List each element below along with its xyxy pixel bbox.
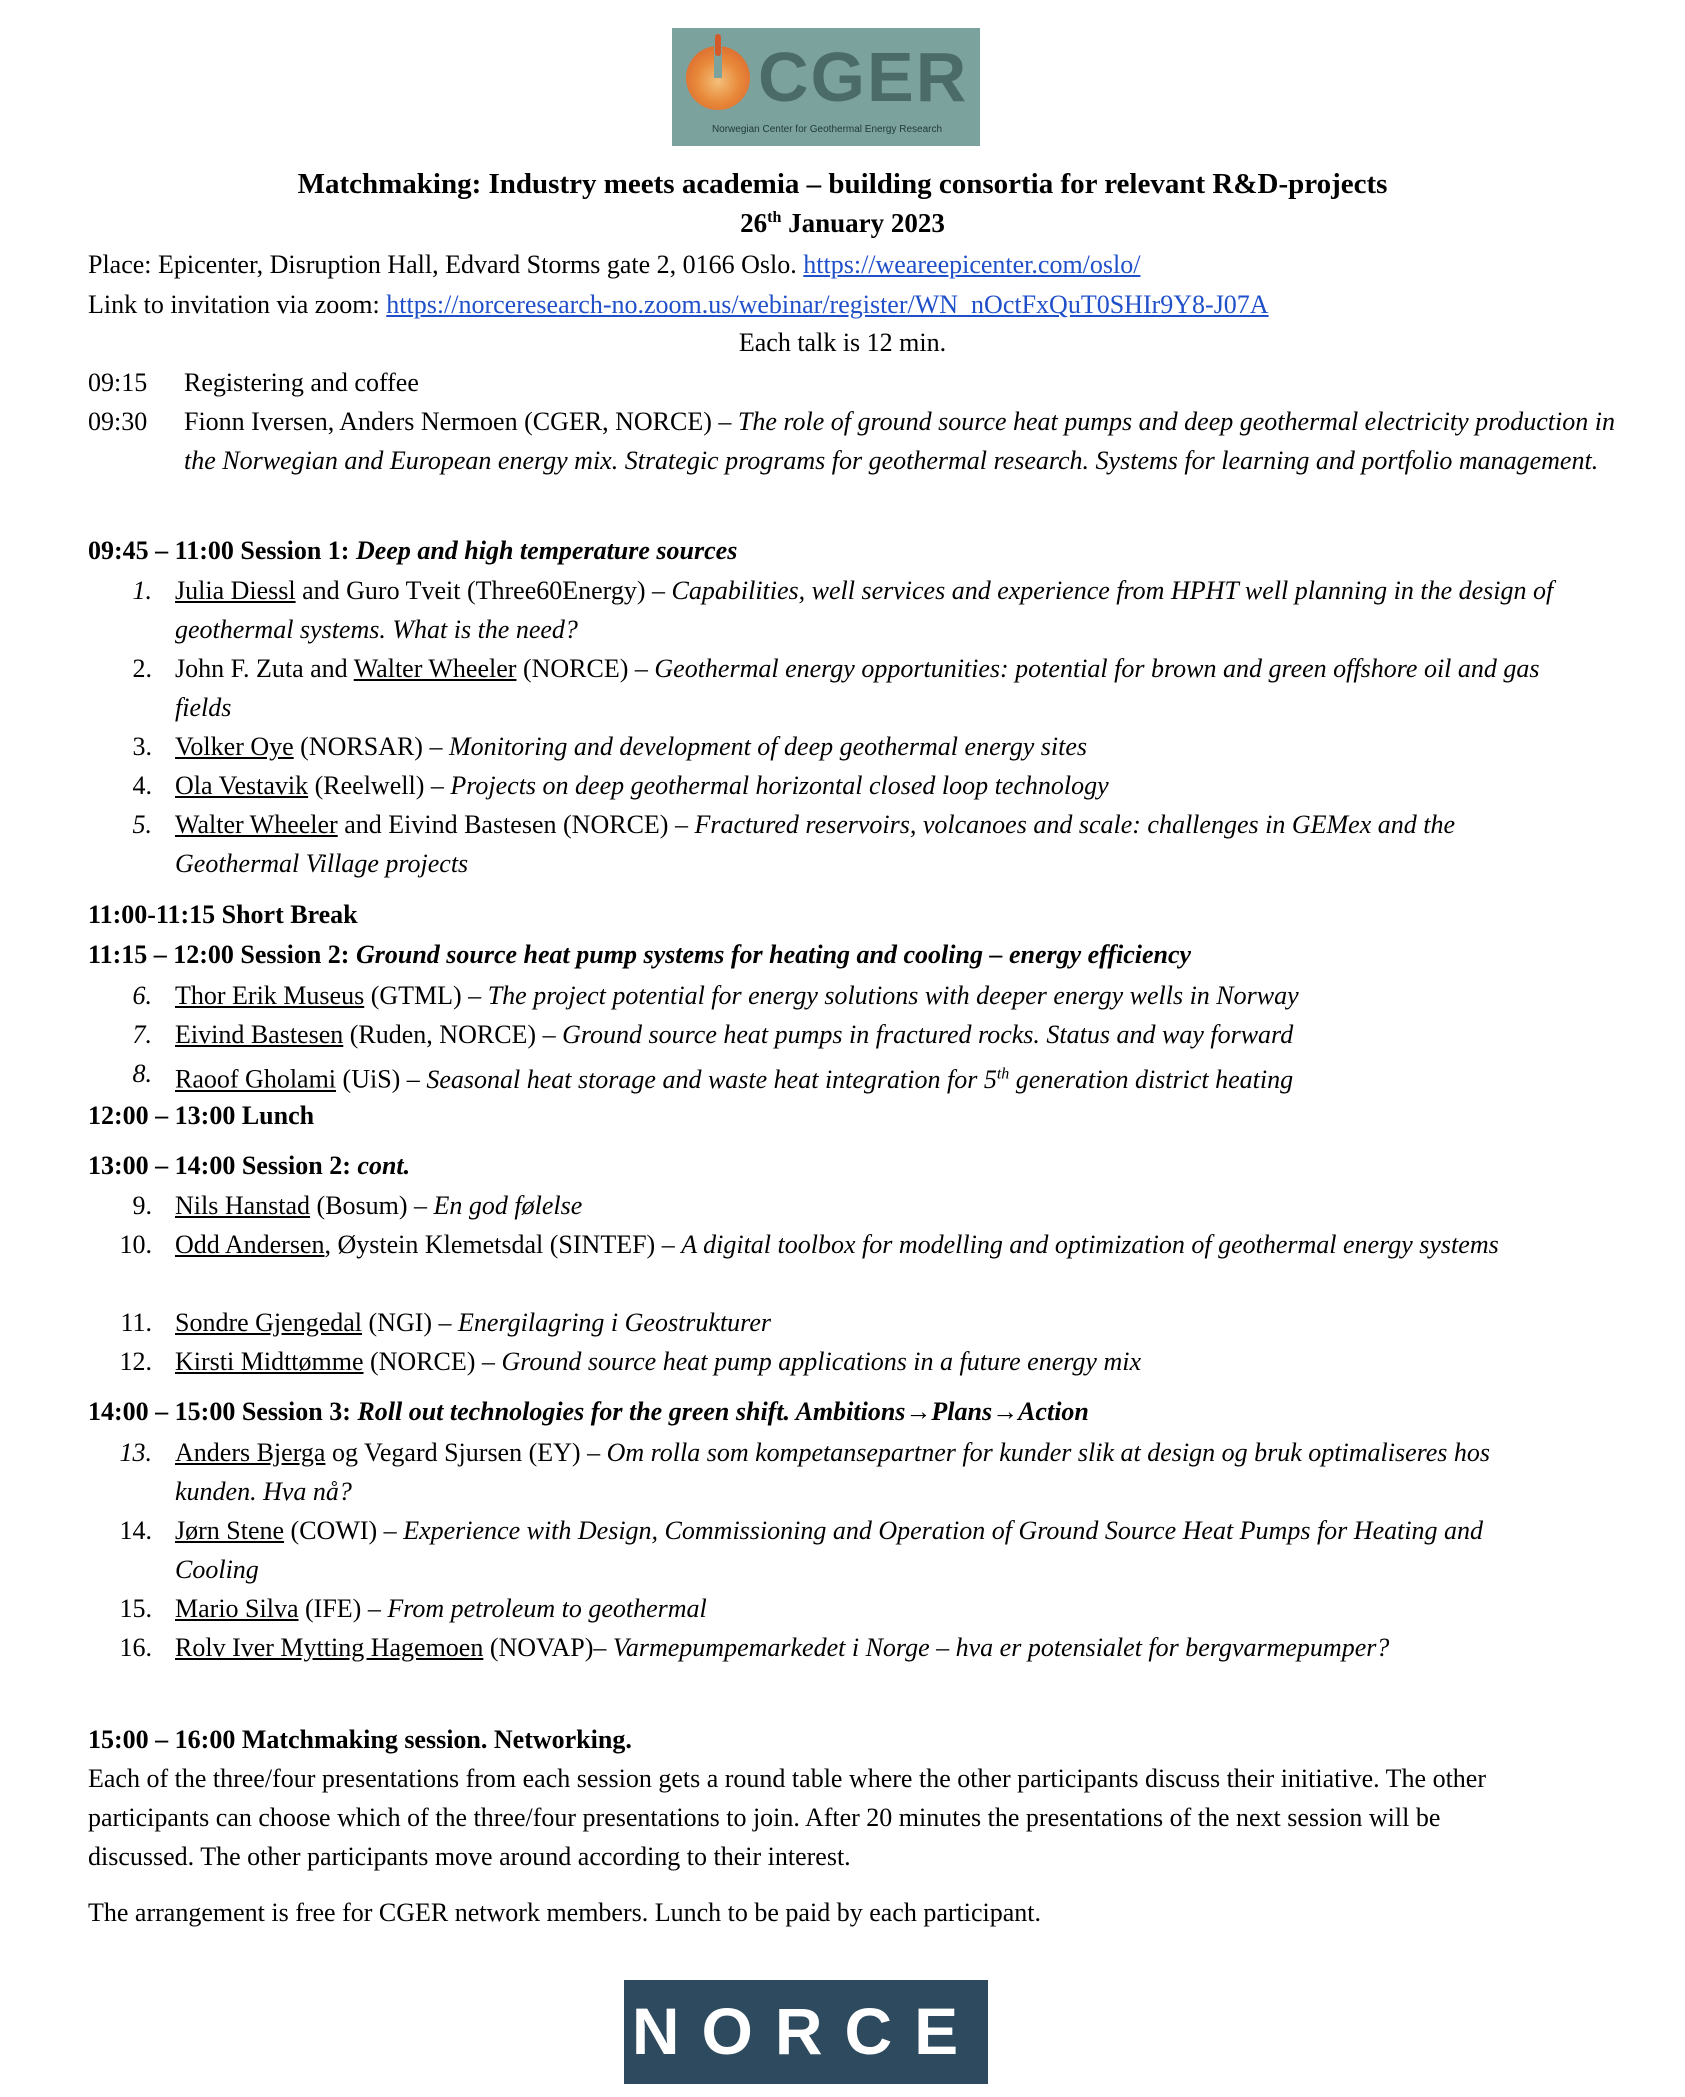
co-speaker: John F. Zuta and [175,654,354,683]
speaker-name: Volker Oye [175,732,294,761]
talk-topic: Om rolla som kompetansepartner for kunder slik at design og bruk optimaliseres hos kunden. Hva nå? [175,1438,1491,1506]
affiliation: (NGI) – [362,1308,459,1337]
session-title: Ground source heat pump systems for heating and cooling – energy efficiency [355,940,1192,969]
session-time: 13:00 – 14:00 Session 2: [88,1151,358,1180]
norce-logo [624,1980,988,2084]
talk-number: 16. [119,1633,152,1662]
talk-text [175,805,1555,883]
speaker-name: Walter Wheeler [175,810,338,839]
date-day: 26 [740,208,768,238]
session-3-heading [88,1397,1089,1427]
talk-number: 5. [132,810,152,839]
row-text [184,402,1624,480]
talk-text [175,976,1555,1015]
zoom-link[interactable]: https://norceresearch-no.zoom.us/webinar/register/WN_nOctFxQuT0SHIr9Y8-J07A [386,290,1269,319]
talk-topic: Fractured reservoirs, volcanoes and scale: challenges in GEMex and the Geothermal Village projects [175,810,1455,878]
speakers: Fionn Iversen, Anders Nermoen (CGER, NORCE) – [184,407,738,436]
row-time: 09:15 [88,368,148,397]
talk-number: 10. [119,1230,152,1259]
talk-topic: Experience with Design, Commissioning and Operation of Ground Source Heat Pumps for Heating and Cooling [175,1516,1484,1584]
talk-topic: Monitoring and development of deep geothermal energy sites [448,732,1088,761]
speaker-name: Anders Bjerga [175,1438,326,1467]
talk-topic: Energilagring i Geostrukturer [458,1308,771,1337]
talk-text [175,1303,1555,1342]
topic-superscript: th [996,1065,1010,1082]
topic-end: generation district heating [1009,1064,1294,1094]
talk-topic: From petroleum to geothermal [387,1594,707,1623]
session-time: 11:15 – 12:00 Session 2: [88,940,356,969]
affiliation: and Eivind Bastesen (NORCE) – [337,810,695,839]
talk-topic: The project potential for energy solutions with deeper energy wells in Norway [487,981,1299,1010]
talk-topic [426,1065,1293,1094]
talk-number: 13. [119,1438,152,1467]
session-2-heading [88,940,1191,970]
event-date [0,208,1685,239]
talk-text [175,1589,1555,1628]
talk-text [175,571,1555,649]
speaker-name: Thor Erik Museus [175,981,365,1010]
speaker-name: Odd Andersen [175,1230,325,1259]
speaker-name: Mario Silva [175,1594,299,1623]
pricing-note: The arrangement is free for CGER network members. Lunch to be paid by each participant. [88,1898,1041,1927]
talk-text [175,1054,1555,1099]
session-title: cont. [357,1151,411,1180]
place-text: Place: Epicenter, Disruption Hall, Edvard Storms gate 2, 0166 Oslo. [88,250,804,279]
talk-text [175,766,1555,805]
cger-logo-subtitle: Norwegian Center for Geothermal Energy Research [711,124,943,135]
affiliation: (NORCE) – [363,1347,502,1376]
talk-topic: Varmepumpemarkedet i Norge – hva er potensialet for bergvarmepumper? [612,1633,1390,1662]
norce-logo-text: NORCE [631,1994,981,2068]
short-break-heading: 11:00-11:15 Short Break [88,900,358,929]
cger-logo [672,28,980,146]
talk-text [175,1511,1555,1589]
talk-text [175,1186,1555,1225]
affiliation: (COWI) – [284,1516,404,1545]
talk-text [175,1628,1555,1667]
event-title: Matchmaking: Industry meets academia – building consortia for relevant R&D-projects [297,168,1388,200]
talk-number: 12. [119,1347,152,1376]
session-time: 09:45 – 11:00 Session 1: [88,536,356,565]
talk-topic: Ground source heat pumps in fractured rocks. Status and way forward [562,1020,1294,1049]
affiliation: (Ruden, NORCE) – [343,1020,563,1049]
talk-topic: Capabilities, well services and experience from HPHT well planning in the design of geothermal systems. What is the need? [175,576,1554,644]
speaker-name: Walter Wheeler [353,654,517,683]
affiliation: (GTML) – [364,981,488,1010]
talk-number: 8. [132,1059,152,1088]
speaker-name: Kirsti Midttømme [175,1347,364,1376]
speaker-name: Julia Diessl [175,576,296,605]
lunch-heading: 12:00 – 13:00 Lunch [88,1101,315,1130]
talk-topic: Ground source heat pump applications in a future energy mix [501,1347,1141,1376]
affiliation: og Vegard Sjursen (EY) – [325,1438,607,1467]
session-title: Deep and high temperature sources [355,536,738,565]
talk-number: 3. [132,732,152,761]
speaker-name: Jørn Stene [175,1516,285,1545]
affiliation: (Bosum) – [310,1191,434,1220]
session-time: 14:00 – 15:00 Session 3: [88,1397,358,1426]
affiliation: (UiS) – [336,1064,427,1094]
row-text: Registering and coffee [184,368,419,397]
talk-number: 2. [132,654,152,683]
talk-number: 14. [119,1516,152,1545]
date-suffix: th [767,209,782,226]
affiliation: (Reelwell) – [308,771,451,800]
talk-number: 7. [132,1020,152,1049]
talk-text [175,1015,1555,1054]
talk-text [175,727,1555,766]
affiliation: (NORSAR) – [293,732,449,761]
networking-description: Each of the three/four presentations from each session gets a round table where the other participants discuss their initiative. The other participants can choose which of the three/four presentations to join. After 20 minutes the presentations of the next session will be discussed. The other participants move around according to their interest. [88,1764,1487,1871]
affiliation: (IFE) – [298,1594,388,1623]
talk-number: 4. [132,771,152,800]
cger-logo-stem [715,34,721,56]
talk-length-note: Each talk is 12 min. [738,328,947,357]
talk-text [175,649,1555,727]
talk-text [175,1225,1555,1264]
row-time: 09:30 [88,407,148,436]
session-2-cont-heading [88,1151,410,1181]
talk-number: 11. [120,1308,152,1337]
speaker-name: Rolv Iver Mytting Hagemoen [175,1633,484,1662]
speaker-name: Sondre Gjengedal [175,1308,363,1337]
talk-topic: Geothermal energy opportunities: potential for brown and green offshore oil and gas fields [175,654,1540,722]
affiliation: , Øystein Klemetsdal (SINTEF) – [324,1230,682,1259]
speaker-name: Raoof Gholami [175,1064,337,1094]
place-line [88,250,1140,280]
talk-topic: En god følelse [433,1191,583,1220]
speaker-name: Eivind Bastesen [175,1020,344,1049]
epicenter-link[interactable]: https://weareepicenter.com/oslo/ [803,250,1141,279]
affiliation: and Guro Tveit (Three60Energy) – [295,576,672,605]
zoom-text: Link to invitation via zoom: [88,290,387,319]
talk-number: 6. [132,981,152,1010]
talk-topic: The role of ground source heat pumps and deep geothermal electricity production in the Norwegian and European energy mix. Strategic programs for geothermal research. Systems for learning and portfolio management. [184,407,1615,475]
talk-number: 1. [132,576,152,605]
session-1-heading [88,536,737,566]
talk-number: 15. [119,1594,152,1623]
talk-topic: A digital toolbox for modelling and optimization of geothermal energy systems [681,1230,1499,1259]
matchmaking-heading: 15:00 – 16:00 Matchmaking session. Networking. [88,1725,632,1754]
date-rest: January 2023 [781,208,945,238]
talk-number: 9. [132,1191,152,1220]
cger-logo-text: CGER [758,38,969,116]
affiliation: (NORCE) – [516,654,655,683]
topic-start: Seasonal heat storage and waste heat integration for 5 [426,1064,997,1094]
zoom-line [88,290,1269,320]
affiliation: (NOVAP)– [483,1633,613,1662]
talk-text [175,1433,1555,1511]
speaker-name: Ola Vestavik [175,771,309,800]
session-title: Roll out technologies for the green shift. Ambitions→Plans→Action [357,1397,1089,1426]
speaker-name: Nils Hanstad [175,1191,311,1220]
talk-topic: Projects on deep geothermal horizontal closed loop technology [450,771,1109,800]
talk-text [175,1342,1555,1381]
